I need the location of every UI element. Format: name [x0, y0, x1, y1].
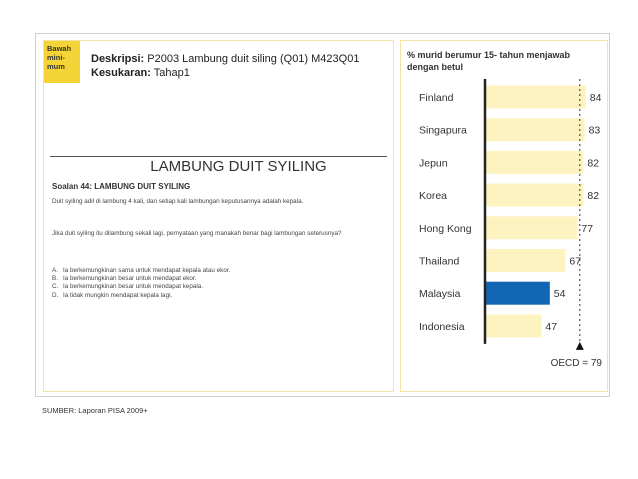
difficulty-value: Tahap1: [153, 67, 190, 79]
option-b: B. Ia berkemungkinan besar untuk mendapat ekor.: [52, 275, 197, 283]
bar-thailand: [485, 249, 565, 272]
chart-title: % murid berumur 15- tahun menjawab dengan betul: [407, 50, 571, 72]
option-c: C. Ia berkemungkinan besar untuk mendapat kepala.: [52, 283, 204, 291]
answer-options: [52, 267, 230, 300]
category-label: Indonesia: [419, 320, 465, 333]
value-label: 82: [587, 190, 600, 203]
value-label: 83: [588, 124, 601, 137]
chart-panel: [400, 40, 608, 392]
value-label: 47: [545, 320, 558, 333]
bar-jepun: [485, 151, 583, 174]
category-label: Korea: [419, 190, 448, 203]
category-label: Thailand: [419, 255, 460, 268]
question-paragraph-2: Jika duit syiling itu dilambung sekali lagi, pernyataan yang manakah benar bagi lambungan seterusnya?: [52, 230, 342, 237]
figure-frame: [35, 33, 610, 397]
question-panel: [43, 40, 394, 392]
question-title: LAMBUNG DUIT SYILING: [150, 158, 327, 175]
category-label: Jepun: [419, 157, 448, 170]
oecd-label: OECD = 79: [550, 357, 602, 369]
value-label: 67: [569, 255, 582, 268]
bar-chart: [401, 41, 607, 391]
bar-finland: [485, 86, 586, 109]
value-label: 84: [589, 92, 602, 104]
difficulty-label: Kesukaran:: [91, 67, 151, 79]
bar-malaysia: [485, 282, 550, 305]
value-label: 82: [587, 157, 600, 170]
bar-singapura: [485, 118, 585, 141]
description-value: P2003 Lambung duit siling (Q01) M423Q01: [147, 53, 360, 65]
description-label: Deskripsi:: [91, 53, 145, 65]
option-d: D. Ia tidak mungkin mendapat kepala lagi.: [52, 291, 173, 299]
bar-korea: [485, 184, 583, 207]
level-badge: Bawah mini-mum: [44, 41, 80, 83]
bar-indonesia: [485, 314, 541, 337]
category-label: Singapura: [419, 124, 467, 137]
category-label: Malaysia: [419, 288, 461, 301]
value-label: 54: [553, 288, 566, 301]
source-note: SUMBER: Laporan PISA 2009+: [42, 406, 148, 415]
category-label: Hong Kong: [419, 222, 472, 235]
question-subtitle: Soalan 44: LAMBUNG DUIT SYILING: [52, 182, 191, 191]
oecd-marker: [576, 342, 584, 350]
question-paragraph-1: Duit syiling adil di lambung 4 kali, dan setiap kali lambungan keputusannya adalah kepala.: [52, 198, 304, 205]
description-block: [91, 52, 359, 80]
divider: [50, 156, 387, 157]
category-label: Finland: [419, 92, 454, 104]
value-label: 77: [581, 222, 594, 235]
bar-hong-kong: [485, 216, 577, 239]
option-a: A. Ia berkemungkinan sama untuk mendapat kepala atau ekor.: [52, 267, 231, 274]
